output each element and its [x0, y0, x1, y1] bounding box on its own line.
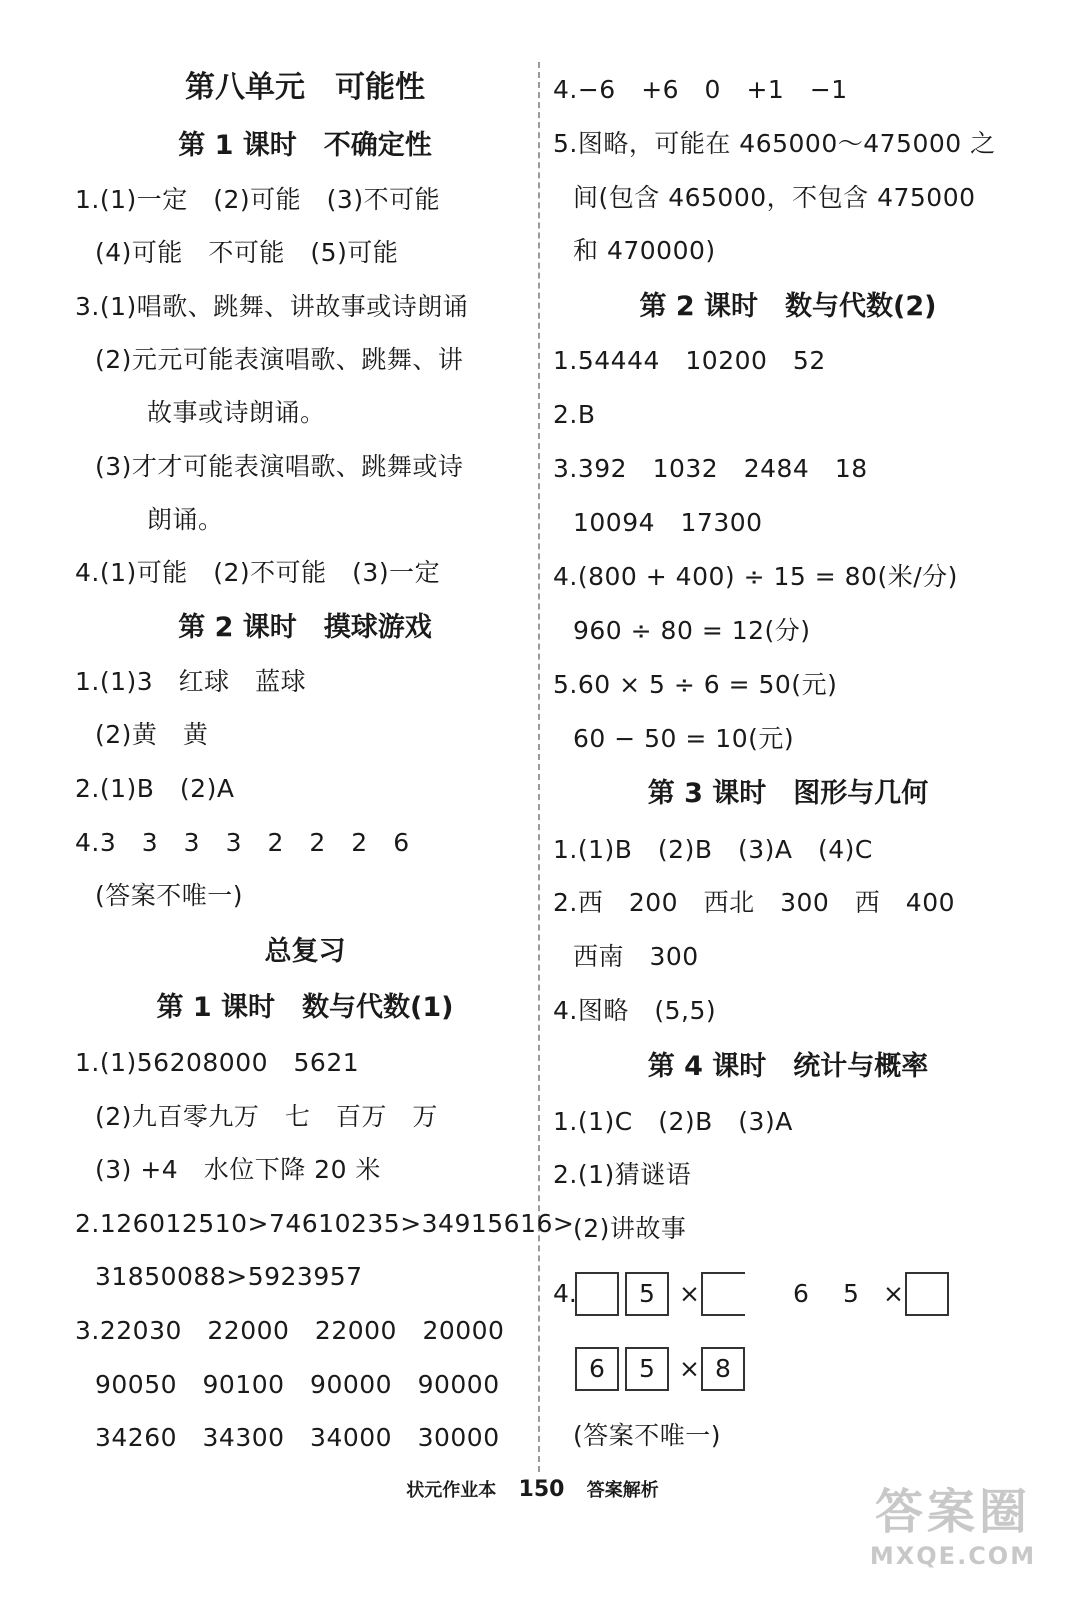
answer-line: 西南 300 — [573, 942, 699, 971]
answer-line: 5.图略，可能在 465000～475000 之 — [553, 129, 996, 158]
watermark-url: MXQE.COM — [869, 1542, 1037, 1570]
answer-line: 5.60 × 5 ÷ 6 = 50(元) — [553, 670, 838, 699]
answer-line: 1.(1)3 红球 蓝球 — [75, 667, 307, 696]
answer-line: 90050 90100 90000 90000 — [95, 1370, 500, 1399]
answer-line: 2.西 200 西北 300 西 400 — [553, 888, 956, 917]
answer-line: 2.(1)B (2)A — [75, 774, 235, 803]
digit-box — [701, 1272, 745, 1316]
answer-line: 故事或诗朗诵。 — [147, 398, 326, 427]
watermark-logo: 答案圈 — [874, 1484, 1031, 1540]
answer-line: 间(包含 465000，不包含 475000 — [573, 183, 976, 212]
section-title: 总复习 — [264, 936, 346, 967]
digit: 6 — [793, 1279, 809, 1308]
answer-line: 4.(800 + 400) ÷ 15 = 80(米/分) — [553, 562, 958, 591]
multiply-sign: × — [679, 1354, 700, 1383]
digit-box — [575, 1272, 619, 1316]
answer-line: 3.(1)唱歌、跳舞、讲故事或诗朗诵 — [75, 292, 469, 321]
answer-line: 1.(1)C (2)B (3)A — [553, 1107, 793, 1136]
book-name: 状元作业本 — [406, 1480, 497, 1501]
digit: 5 — [843, 1279, 859, 1308]
answer-line: 60 − 50 = 10(元) — [573, 724, 795, 753]
answer-line: (答案不唯一) — [95, 881, 244, 910]
unit-title: 第八单元 可能性 — [185, 70, 425, 105]
answer-line: 朗诵。 — [147, 505, 224, 534]
answer-line: 31850088>5923957 — [95, 1262, 363, 1291]
digit-box: 6 — [575, 1347, 619, 1391]
lesson-title: 第 2 课时 摸球游戏 — [178, 612, 432, 643]
answer-line: 4.(1)可能 (2)不可能 (3)一定 — [75, 558, 441, 587]
section-name: 答案解析 — [586, 1480, 659, 1501]
answer-line: 1.(1)56208000 5621 — [75, 1048, 360, 1077]
answer-line: 4.−6 +6 0 +1 −1 — [553, 75, 848, 104]
answer-line: (答案不唯一) — [573, 1421, 722, 1450]
watermark — [863, 1482, 1043, 1582]
answer-line: 960 ÷ 80 = 12(分) — [573, 616, 811, 645]
answer-line: (2)九百零九万 七 百万 万 — [95, 1102, 438, 1131]
answer-line: 1.(1)B (2)B (3)A (4)C — [553, 835, 873, 864]
answer-line: 3.392 1032 2484 18 — [553, 454, 868, 483]
lesson-title: 第 3 课时 图形与几何 — [647, 778, 929, 809]
digit-box: 5 — [625, 1272, 669, 1316]
answer-line: 2.126012510>74610235>34915616> — [75, 1209, 575, 1238]
answer-line: 4.图略 (5,5) — [553, 996, 717, 1025]
question-number: 4. — [553, 1279, 577, 1308]
answer-line: 4.3 3 3 3 2 2 2 6 — [75, 828, 410, 857]
answer-line: 1.54444 10200 52 — [553, 346, 826, 375]
lesson-title: 第 4 课时 统计与概率 — [647, 1051, 929, 1082]
answer-line: 10094 17300 — [573, 508, 763, 537]
answer-line: 和 470000) — [573, 236, 716, 265]
digit-box: 8 — [701, 1347, 745, 1391]
page-number: 150 — [518, 1477, 565, 1502]
answer-line: 2.B — [553, 400, 596, 429]
digit-box: 5 — [625, 1347, 669, 1391]
answer-line: 34260 34300 34000 30000 — [95, 1423, 500, 1452]
digit-box-row — [553, 1347, 773, 1399]
answer-line: (2)黄 黄 — [95, 720, 209, 749]
answer-line: 3.22030 22000 22000 20000 — [75, 1316, 505, 1345]
column-divider — [538, 62, 540, 1472]
multiply-sign: × — [883, 1279, 904, 1308]
lesson-title: 第 1 课时 数与代数(1) — [156, 992, 454, 1023]
lesson-title: 第 2 课时 数与代数(2) — [639, 291, 937, 322]
multiply-sign: × — [679, 1279, 700, 1308]
digit-box-row — [553, 1272, 1023, 1324]
lesson-title: 第 1 课时 不确定性 — [178, 130, 432, 161]
answer-line: (4)可能 不可能 (5)可能 — [95, 238, 399, 267]
answer-line: (2)讲故事 — [573, 1214, 687, 1243]
answer-line: (2)元元可能表演唱歌、跳舞、讲 — [95, 345, 464, 374]
answer-line: 1.(1)一定 (2)可能 (3)不可能 — [75, 185, 441, 214]
answer-line: (3) +4 水位下降 20 米 — [95, 1155, 381, 1184]
answer-line: 2.(1)猜谜语 — [553, 1160, 692, 1189]
digit-box — [905, 1272, 949, 1316]
answer-line: (3)才才可能表演唱歌、跳舞或诗 — [95, 452, 464, 481]
